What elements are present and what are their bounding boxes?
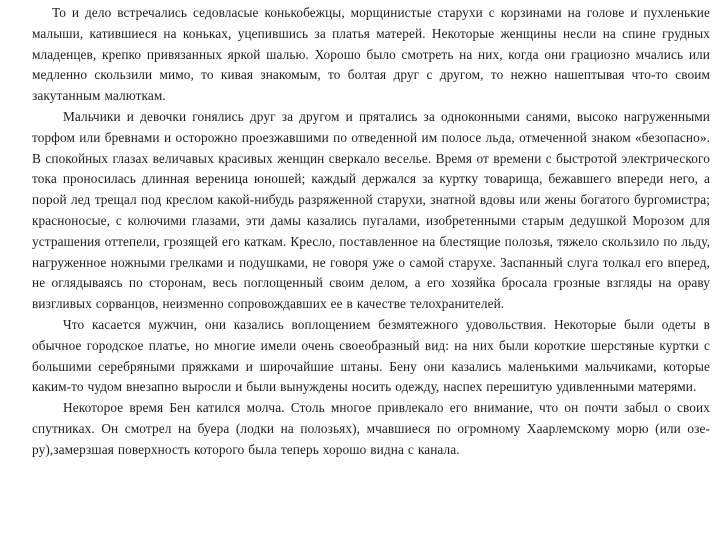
paragraph-3: Что касается мужчин, они казались воплощением безмятежного удовольствия. Некоторые были одеты в обычное городское платье, но многие имели очень своеобразный вид: на них были короткие шерстяные куртки с большими серебряными пряжками и широчайшие штаны. Бену они казались маленькими мальчиками, которые каким-то чудом внезапно выросли и были вынуждены носить одежду, наспех перешитую удивленными матерями. — [32, 316, 710, 395]
paragraph-4: Некоторое время Бен катился молча. Столь многое привлекало его внимание, что он почти забыл о своих спутниках. Он смотрел на буера (лодки на полозьях), мчавшиеся по огромному Хаарлемскому морю (или озе-ру),замерзшая поверхность которого была теперь хорошо видна с канала. — [32, 400, 710, 457]
paragraph-2: Мальчики и девочки гонялись друг за другом и прятались за одноконными санями, высоко нагруженными торфом или бревнами и осторожно проезжавшими по отведенной им полосе льда, отмеченной знаком «безопасно». В спокойных глазах величавых красивых женщин сверкало веселье. Время от времени с быстротой электрического тока проносилась длинная вереница юношей; каждый держался за куртку товарища, бежавшего впереди него, а порой лед трещал под креслом какой-нибудь разряженной старухи, знатной вдовы или жены богатого бургомистра; красноносые, с колючими глазами, эти дамы казались пугалами, изобретенными старым дедушкой Морозом для устрашения оттепели, грозящей его каткам. Кресло, поставленное на блестящие полозья, тяжело скользило по льду, нагруженное ножными грелками и подушками, не говоря уже о самой старухе. Заспанный слуга толкал его вперед, не оглядываясь по сторонам, весь поглощенный своим делом, а его хозяйка бросала грозные взгляды на ораву визгливых сорванцов, неизменно сопровождавших ее в качестве телохранителей. — [32, 108, 710, 312]
paragraph-1: То и дело встречались седовласые конькобежцы, морщинистые старухи с корзинами на голове и пухленькие малыши, катившиеся на коньках, уцепившись за платья матерей. Некоторые женщины несли на спине грудных младенцев, крепко привязанных яркой шалью. Хорошо было смотреть на них, когда они грациозно мчались или медленно скользили мимо, то кивая знакомым, то болтая друг с другом, то нежно нашептывая что-то своим закутанным малюткам. — [32, 5, 710, 104]
